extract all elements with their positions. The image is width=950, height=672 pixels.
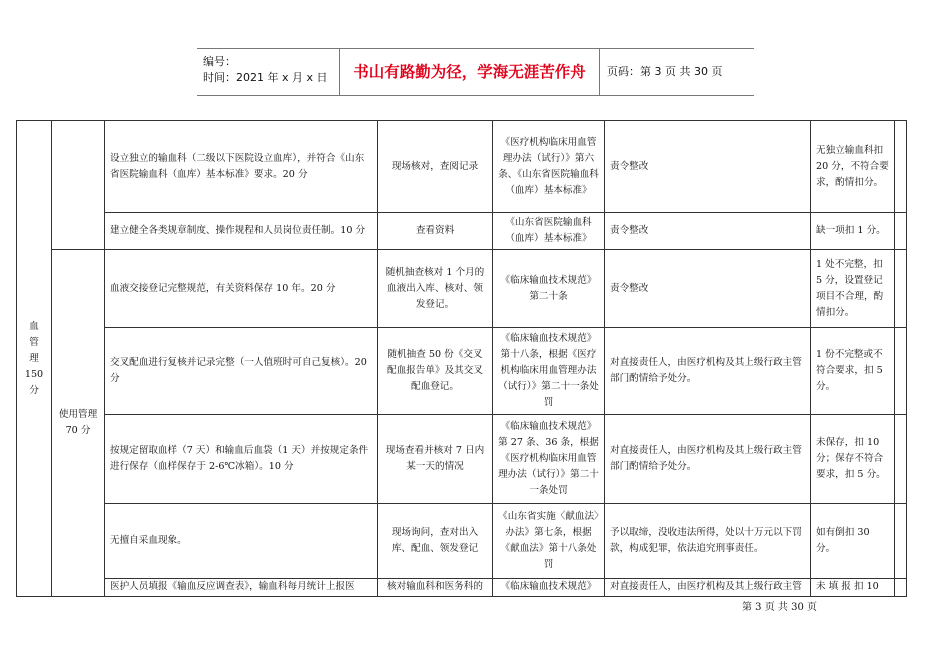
method-cell: 现场查看并核对 7 日内某一天的情况 [378,415,493,504]
basis-cell: 《临床输血技术规范》 [493,579,605,597]
method-cell: 查看资料 [378,213,493,250]
method-cell: 随机抽查核对 1 个月的血液出入库、核对、领发登记。 [378,250,493,328]
penalty-cell: 对直接责任人，由医疗机构及其上级行政主管部门酌情给予处分。 [605,328,811,415]
item-cell: 设立独立的输血科（二级以下医院设立血库），并符合《山东省医院输血科（血库）基本标准》要求。20 分 [105,121,378,213]
serial-label: 编号： [203,55,236,68]
page-header [197,48,754,96]
basis-cell: 《临床输血技术规范》第十八条，根据《医疗机构临床用血管理办法（试行）》第二十一条处罚 [493,328,605,415]
page-footer: 第 3 页 共 30 页 [742,602,817,613]
item-cell: 无擅自采血现象。 [105,504,378,579]
method-cell: 现场核对，查阅记录 [378,121,493,213]
inspection-table [16,120,907,597]
penalty-cell: 予以取缔，没收违法所得，处以十万元以下罚款，构成犯罪，依法追究刑事责任。 [605,504,811,579]
deduction-cell: 未 填 报 扣 10 [811,579,895,597]
penalty-cell: 责令整改 [605,213,811,250]
header-divider [599,49,600,95]
deduction-cell: 1 份不完整或不符合要求，扣 5 分。 [811,328,895,415]
table-row [17,250,907,328]
penalty-cell: 对直接责任人，由医疗机构及其上级行政主管 [605,579,811,597]
deduction-cell: 1 处不完整，扣 5 分，设置登记项目不合理，酌情扣分。 [811,250,895,328]
table-row [17,504,907,579]
penalty-cell: 责令整改 [605,121,811,213]
basis-cell: 《临床输血技术规范》第 27 条、36 条，根据《医疗机构临床用血管理办法（试行）》第二十一条处罚 [493,415,605,504]
blank-cell [895,250,907,328]
header-motto: 书山有路勤为径，学海无涯苦作舟 [353,63,586,81]
deduction-cell: 未保存，扣 10 分；保存不符合要求，扣 5 分。 [811,415,895,504]
deduction-cell: 无独立输血科扣 20 分，不符合要求，酌情扣分。 [811,121,895,213]
method-cell: 核对输血科和医务科的 [378,579,493,597]
table-row [17,213,907,250]
deduction-cell: 如有倒扣 30 分。 [811,504,895,579]
blank-cell [895,328,907,415]
basis-cell: 《临床输血技术规范》第二十条 [493,250,605,328]
subcategory-cell: 使用管理 70 分 [52,250,105,597]
header-page-label: 页码：第 3 页 共 30 页 [607,65,723,78]
blank-cell [895,504,907,579]
method-cell: 随机抽查 50 份《交叉配血报告单》及其交叉配血登记。 [378,328,493,415]
blank-cell [895,579,907,597]
penalty-cell: 对直接责任人，由医疗机构及其上级行政主管部门酌情给予处分。 [605,415,811,504]
header-meta [197,49,339,95]
time-label: 时间：2021 年 x 月 x 日 [203,71,328,84]
item-cell: 交叉配血进行复核并记录完整（一人值班时可自己复核）。20 分 [105,328,378,415]
item-cell: 血液交接登记完整规范，有关资料保存 10 年。20 分 [105,250,378,328]
item-cell: 建立健全各类规章制度、操作规程和人员岗位责任制。10 分 [105,213,378,250]
item-cell: 医护人员填报《输血反应调查表》，输血科每月统计上报医 [105,579,378,597]
table-row [17,328,907,415]
table-row [17,121,907,213]
blank-cell [895,415,907,504]
blank-cell [895,121,907,213]
item-cell: 按规定留取血样（7 天）和输血后血袋（1 天）并按规定条件进行保存（血样保存于 2-6℃冰箱）。10 分 [105,415,378,504]
basis-cell: 《山东省医院输血科（血库）基本标准》 [493,213,605,250]
table-row [17,579,907,597]
blank-cell [895,213,907,250]
subcategory-empty-cell [52,121,105,250]
table-row [17,415,907,504]
penalty-cell: 责令整改 [605,250,811,328]
basis-cell: 《医疗机构临床用血管理办法（试行）》第六条、《山东省医院输血科（血库）基本标准》 [493,121,605,213]
basis-cell: 《山东省实施〈献血法〉办法》第七条，根据《献血法》第十八条处罚 [493,504,605,579]
method-cell: 现场询问，查对出入库、配血、领发登记 [378,504,493,579]
deduction-cell: 缺一项扣 1 分。 [811,213,895,250]
category-cell: 血 管 理 150 分 [17,121,52,597]
